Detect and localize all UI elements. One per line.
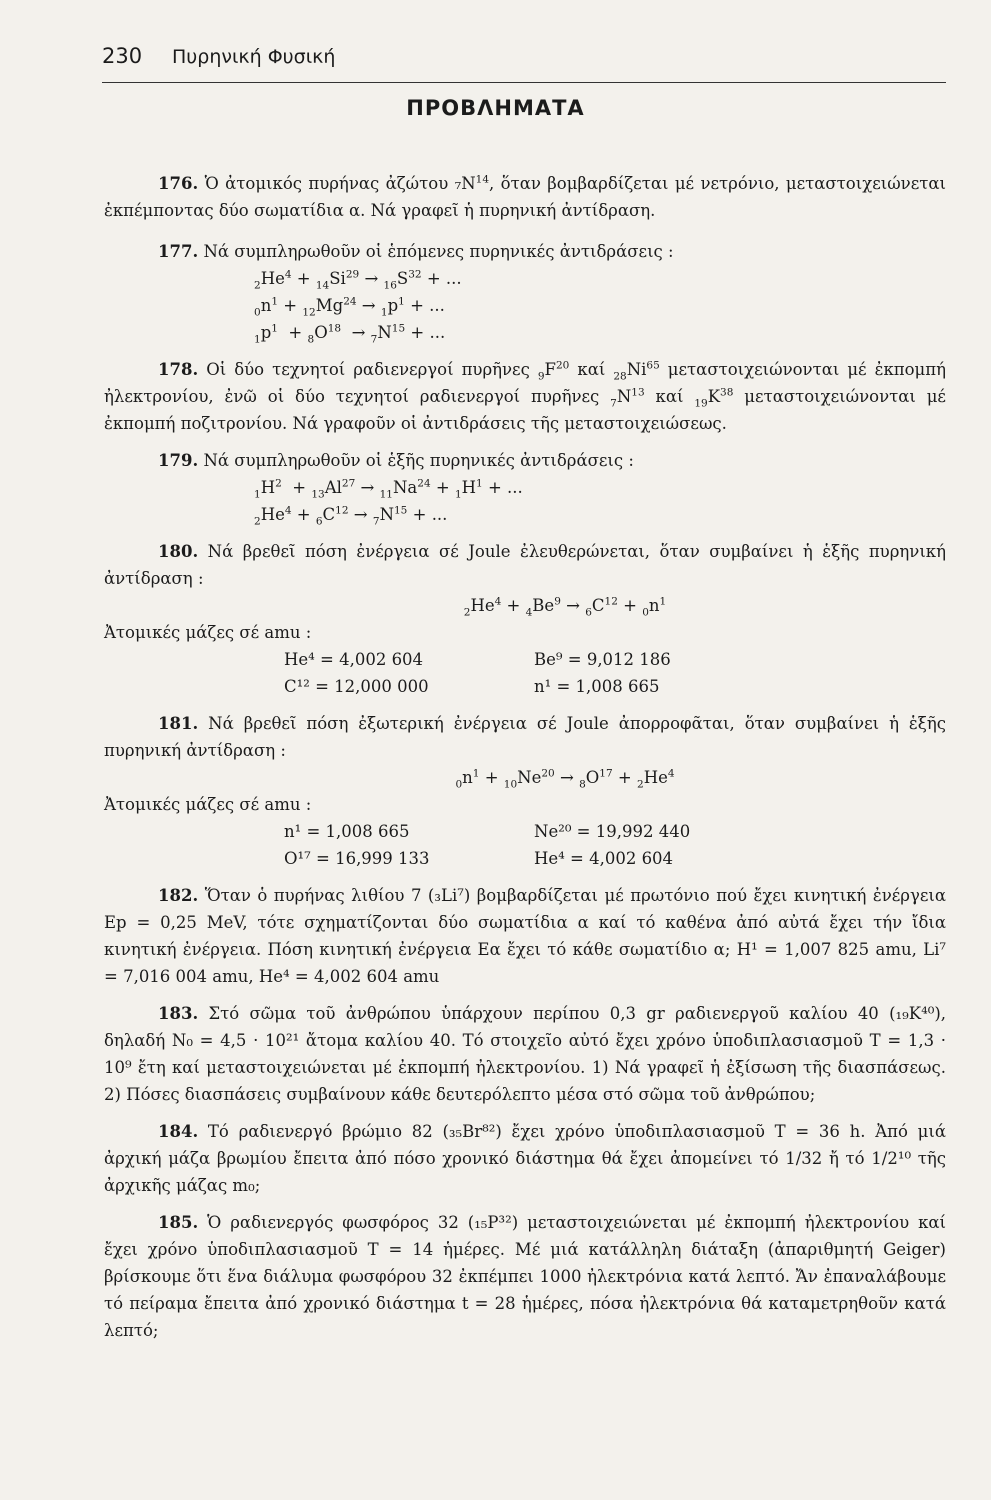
problem-178: 178. Οἱ δύο τεχνητοί ραδιενεργοί πυρῆνες $_9F^{20}$ καί $_{28}Ni^{65}$ μεταστοιχειώνονται μέ ἐκπομπή ἠλεκτρονίου, ἐνῶ οἱ δύο τεχνητοί ραδιενεργοί πυρῆνες $_7N^{13}$ καί $_{19}K^{38}$ μεταστοιχειώνονται μέ ἐκπομπή ποζιτρονίου. Νά γραφοῦν οἱ ἀντιδράσεις τῆς μεταστοιχειώσεως. <box>104 359 947 433</box>
reaction-181: $_0n^1 + _{10}Ne^{20} \to _8O^{17} + _2He^4$ <box>455 767 675 791</box>
problem-183: 183. Στό σῶμα τοῦ ἀνθρώπου ὑπάρχουν περίπου 0,3 gr ραδιενεργοῦ καλίου 40 (₁₉K⁴⁰), δηλαδή N₀ = 4,5 · 10²¹ ἄτομα καλίου 40. Τό στοιχεῖο αὐτό ἔχει χρόνο ὑποδιπλασιασμοῦ T = 1,3 · 10⁹ ἔτη καί μεταστοιχειώνεται μέ ἐκπομπή ἠλεκτρονίου. 1) Νά γραφεῖ ἡ ἐξίσωση τῆς διασπάσεως. 2) Πόσες διασπάσεις συμβαίνουν κάθε δευτερόλεπτο μέσα στό σῶμα τοῦ ἀνθρώπου; <box>104 1004 946 1104</box>
running-head: Πυρηνική Φυσική <box>172 46 336 68</box>
reaction-179-2: $_2He^4 + _6C^{12} \to _7N^{15}$ + ... <box>254 504 448 528</box>
masses-label-181: Ἀτομικές μάζες σέ amu : <box>104 795 312 814</box>
problem-180: 180. Νά βρεθεῖ πόση ἐνέργεια σέ Joule ἐλευθερώνεται, ὅταν συμβαίνει ἡ ἑξῆς πυρηνική ἀντίδραση : <box>104 542 946 588</box>
reaction-179-1: $_1H^2 + _{13}Al^{27} \to _{11}Na^{24} + _1H^1$ + ... <box>254 477 523 501</box>
reaction-177-2: $_0n^1 + _{12}Mg^{24} \to _1p^1$ + ... <box>254 295 445 319</box>
masses-label-180: Ἀτομικές μάζες σέ amu : <box>104 623 312 642</box>
problem-176: 176. Ὁ ἀτομικός πυρήνας ἀζώτου $_7N^{14}$, ὅταν βομβαρδίζεται μέ νετρόνιο, μεταστοιχειώνεται ἐκπέμποντας δύο σωματίδια α. Νά γραφεῖ ἡ πυρηνική ἀντίδραση. <box>104 173 946 220</box>
masses-table-180: He⁴ = 4,002 604 Be⁹ = 9,012 186 C¹² = 12,000 000 n¹ = 1,008 665 <box>284 650 671 696</box>
problem-181: 181. Νά βρεθεῖ πόση ἐξωτερική ἐνέργεια σέ Joule ἀπορροφᾶται, ὅταν συμβαίνει ἡ ἑξῆς πυρηνική ἀντίδραση : <box>104 714 946 760</box>
page-number: 230 <box>102 44 143 68</box>
masses-table-181: n¹ = 1,008 665 Ne²⁰ = 19,992 440 O¹⁷ = 16,999 133 He⁴ = 4,002 604 <box>284 822 691 868</box>
problem-177: 177. Νά συμπληρωθοῦν οἱ ἑπόμενες πυρηνικές ἀντιδράσεις : <box>158 242 674 261</box>
problem-182: 182. Ὅταν ὁ πυρήνας λιθίου 7 (₃Li⁷) βομβαρδίζεται μέ πρωτόνιο πού ἔχει κινητική ἐνέργεια Ep = 0,25 MeV, τότε σχηματίζονται δύο σωματίδια α καί τό καθένα ἀπό αὐτά ἔχει τήν ἴδια κινητική ἐνέργεια. Πόση κινητική ἐνέργεια Eα ἔχει τό κάθε σωματίδιο α; H¹ = 1,007 825 amu, Li⁷ = 7,016 004 amu, He⁴ = 4,002 604 amu <box>104 886 947 986</box>
page-header <box>102 40 946 83</box>
problem-179: 179. Νά συμπληρωθοῦν οἱ ἑξῆς πυρηνικές ἀντιδράσεις : <box>158 451 634 470</box>
problems-body <box>104 170 946 1344</box>
reaction-177-3: $_1p^1 + _8O^{18} \to _7N^{15}$ + ... <box>254 322 446 346</box>
section-title: ΠΡΟΒΛΗΜΑΤΑ <box>406 96 585 120</box>
reaction-180: $_2He^4 + _4Be^9 \to _6C^{12} + _0n^1$ <box>463 595 667 619</box>
problem-185: 185. Ὁ ραδιενεργός φωσφόρος 32 (₁₅P³²) μεταστοιχειώνεται μέ ἐκπομπή ἠλεκτρονίου καί ἔχει χρόνο ὑποδιπλασιασμοῦ T = 14 ἡμέρες. Μέ μιά κατάλληλη διάταξη (ἀπαριθμητή Geiger) βρίσκουμε ὅτι ἕνα διάλυμα φωσφόρου 32 ἐκπέμπει 1000 ἠλεκτρόνια κατά λεπτό. Ἄν ἐπαναλάβουμε τό πείραμα ἔπειτα ἀπό χρονικό διάστημα t = 28 ἡμέρες, πόσα ἠλεκτρόνια θά καταμετρηθοῦν κατά λεπτό; <box>104 1213 946 1340</box>
reaction-177-1: $_2He^4 + _{14}Si^{29} \to _{16}S^{32}$ + ... <box>254 268 462 292</box>
problem-184: 184. Τό ραδιενεργό βρώμιο 82 (₃₅Br⁸²) ἔχει χρόνο ὑποδιπλασιασμοῦ T = 36 h. Ἀπό μιά ἀρχική μάζα βρωμίου ἔπειτα ἀπό πόσο χρονικό διάστημα θά ἔχει ἀπομείνει τό 1/32 ἤ τό 1/2¹⁰ τῆς ἀρχικῆς μάζας m₀; <box>104 1122 947 1195</box>
